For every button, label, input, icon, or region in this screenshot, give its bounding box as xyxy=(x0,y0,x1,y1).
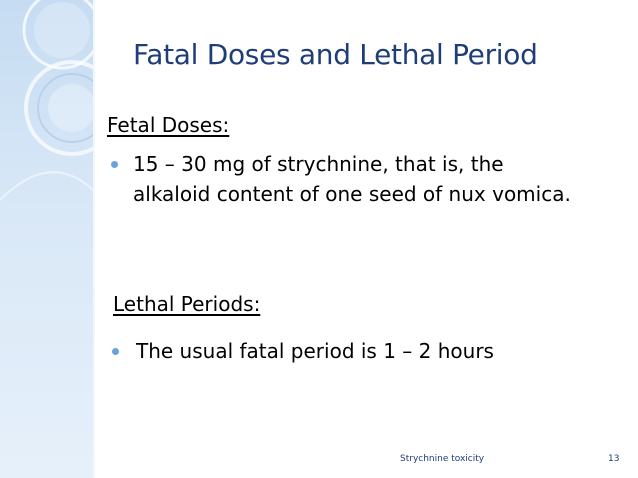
band-divider xyxy=(93,0,95,478)
decorative-circles xyxy=(0,0,93,478)
bullet-text-fetal-doses: 15 – 30 mg of strychnine, that is, the alkaloid content of one seed of nux vomica. xyxy=(133,152,571,206)
bullet-icon xyxy=(112,348,119,355)
footer-title: Strychnine toxicity xyxy=(400,454,485,464)
page-number: 13 xyxy=(608,454,620,464)
decorative-side-band xyxy=(0,0,93,478)
section-heading-lethal-periods: Lethal Periods: xyxy=(113,292,261,316)
bullet-icon xyxy=(111,161,118,168)
section-heading-fetal-doses: Fetal Doses: xyxy=(107,113,230,137)
bullet-text-lethal-periods: The usual fatal period is 1 – 2 hours xyxy=(136,339,494,363)
slide-title: Fatal Doses and Lethal Period xyxy=(133,38,538,71)
